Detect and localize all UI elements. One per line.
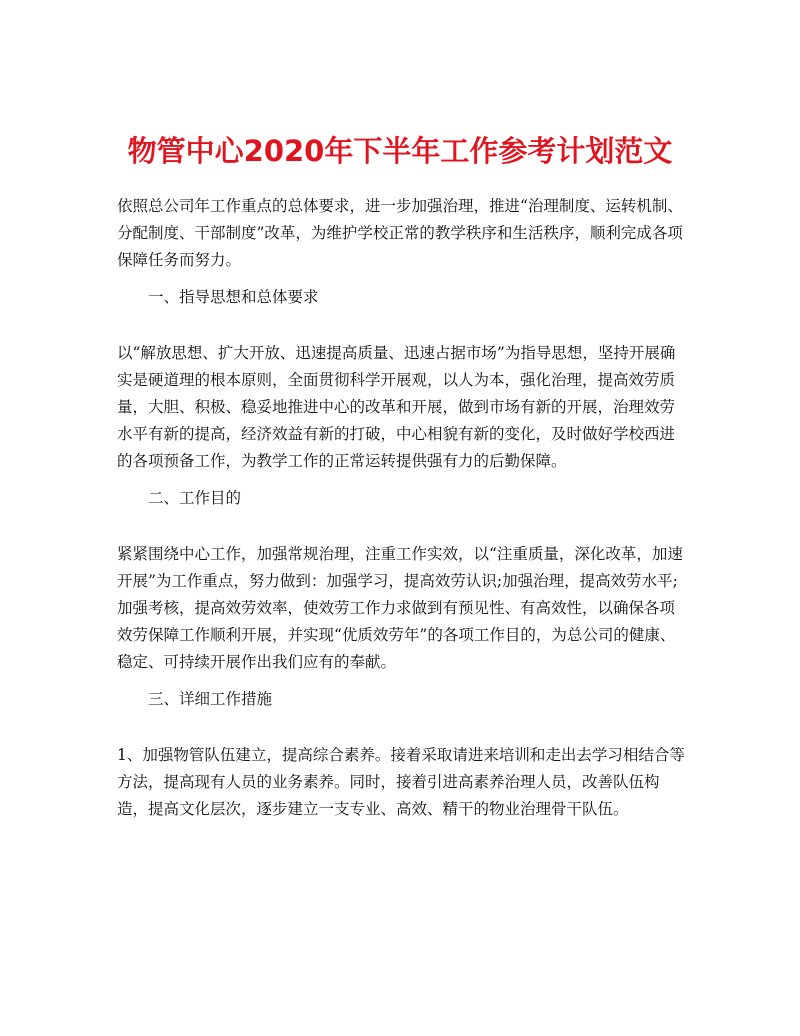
section-heading-2: 二、工作目的 — [148, 489, 242, 507]
section-1-paragraph: 以“解放思想、扩大开放、迅速提高质量、迅速占据市场”为指导思想，坚持开展确实是硬道理的根本原则，全面贯彻科学开展观，以人为本，强化治理，提高效劳质量，大胆、积极、稳妥地推进中心的改革和开展，做到市场有新的开展，治理效劳水平有新的提高，经济效益有新的打破，中心相貌有新的变化，及时做好学校西进的各项预备工作，为教学工作的正常运转提供强有力的后勤保障。 — [117, 344, 676, 470]
document-title: 物管中心2020年下半年工作参考计划范文 — [127, 134, 673, 169]
section-heading-3: 三、详细工作措施 — [148, 690, 273, 708]
intro-paragraph: 依照总公司年工作重点的总体要求，进一步加强治理，推进“治理制度、运转机制、分配制度、干部制度”改革，为维护学校正常的教学秩序和生活秩序，顺利完成各项保障任务而努力。 — [117, 197, 683, 269]
section-3-paragraph: 1、加强物管队伍建立，提高综合素养。接着采取请进来培训和走出去学习相结合等方法，提高现有人员的业务素养。同时，接着引进高素养治理人员，改善队伍构造，提高文化层次，逐步建立一支专业、高效、精干的物业治理骨干队伍。 — [117, 746, 685, 818]
section-heading-1: 一、指导思想和总体要求 — [148, 288, 319, 306]
section-2-paragraph: 紧紧围绕中心工作，加强常规治理，注重工作实效，以“注重质量，深化改革，加速开展”为工作重点，努力做到：加强学习，提高效劳认识;加强治理，提高效劳水平;加强考核，提高效劳效率，使效劳工作力求做到有预见性、有高效性，以确保各项效劳保障工作顺利开展，并实现“优质效劳年”的各项工作目的，为总公司的健康、稳定、可持续开展作出我们应有的奉献。 — [117, 545, 683, 671]
document-body — [117, 193, 685, 823]
